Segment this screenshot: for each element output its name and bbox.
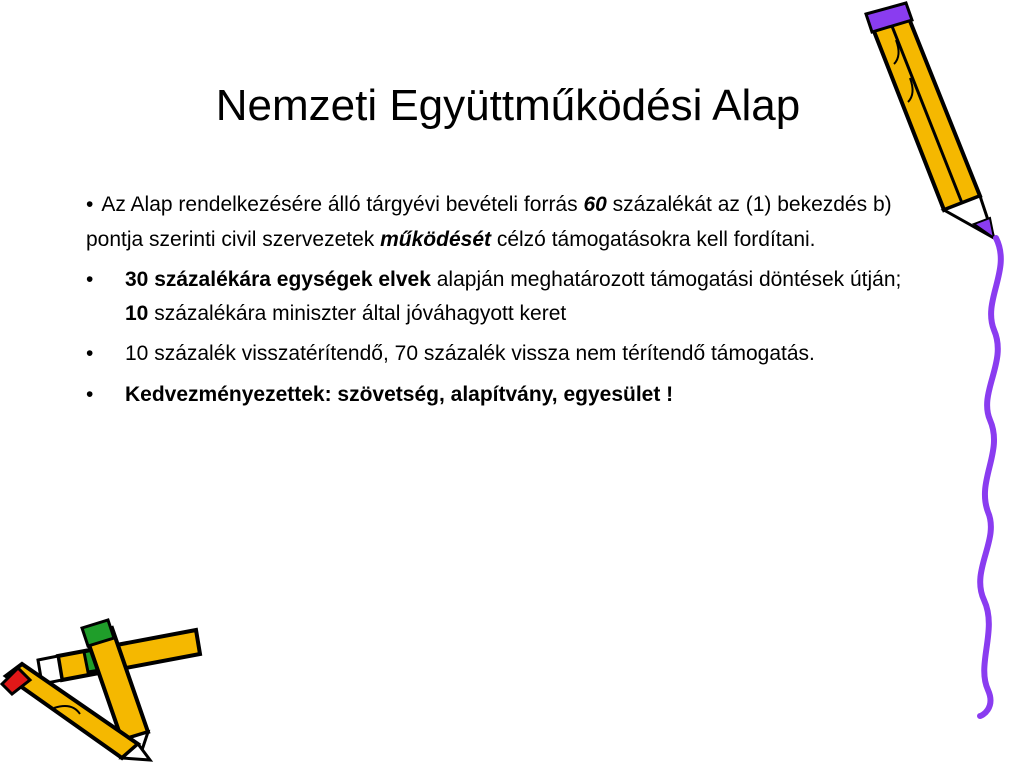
slide-title: Nemzeti Együttműködési Alap	[215, 81, 801, 130]
bullet-text-2d: százalékára miniszter által jóváhagyott keret	[148, 302, 567, 325]
bullet-marker: •	[86, 268, 94, 291]
bullet-text-1d: működését	[380, 228, 491, 251]
bullet-text-1a: Az Alap rendelkezésére álló tárgyévi bevételi forrás	[101, 193, 584, 216]
bullet-text-1e: célzó támogatásokra kell fordítani.	[491, 228, 816, 251]
bullet-marker: •	[86, 383, 94, 406]
bullet-text-2b: alapján meghatározott támogatási döntések útján;	[430, 268, 902, 291]
bullet-text-2c: 10	[125, 302, 149, 325]
bullet-text-1b: 60	[583, 193, 607, 216]
bullet-text-1c: százalékát az (1) bekezdés b) pontja szerinti civil szervezetek	[86, 193, 892, 251]
bullet-text-4: Kedvezményezettek: szövetség, alapítvány, egyesület !	[125, 383, 674, 406]
bullet-marker: •	[86, 193, 94, 216]
bullet-text-3: 10 százalék visszatérítendő, 70 százalék vissza nem térítendő támogatás.	[125, 342, 815, 365]
bullet-text-2a: 30 százalékára egységek elvek	[125, 268, 431, 291]
pencils-bottom-left-icon	[2, 620, 200, 760]
squiggle-line	[980, 238, 1001, 716]
bullet-marker: •	[86, 342, 94, 365]
pencil-top-right-icon	[866, 3, 994, 238]
